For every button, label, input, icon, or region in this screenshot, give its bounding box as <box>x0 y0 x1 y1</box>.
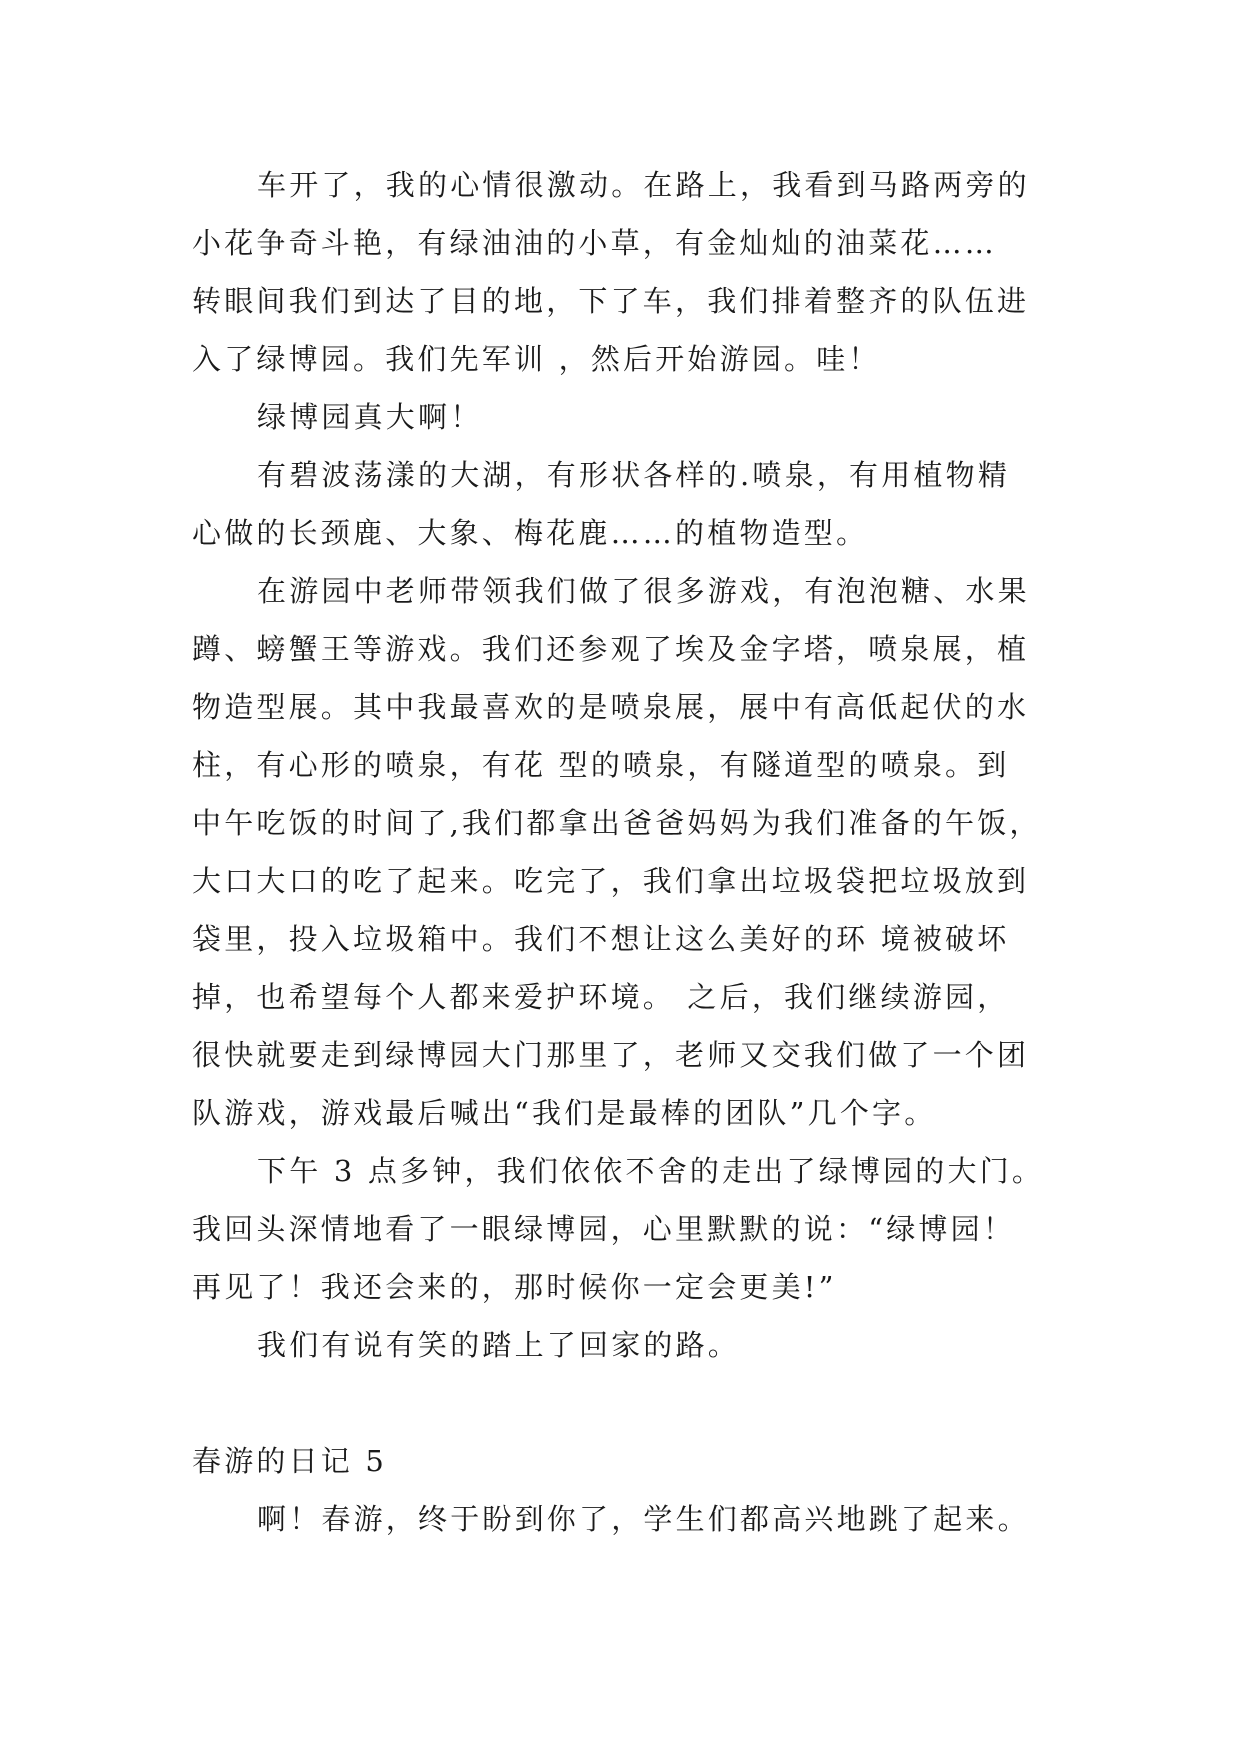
section-heading: 春游的日记 5 <box>192 1444 388 1478</box>
paragraph-line: 车开了，我的心情很激动。在路上，我看到马路两旁的 <box>257 168 1030 202</box>
paragraph-line: 蹲、螃蟹王等游戏。我们还参观了埃及金字塔，喷泉展，植 <box>192 632 1030 666</box>
paragraph-line: 入了绿博园。我们先军训 ，然后开始游园。哇！ <box>192 342 881 376</box>
paragraph-line: 很快就要走到绿博园大门那里了，老师又交我们做了一个团 <box>192 1038 1030 1072</box>
paragraph-line: 啊！春游，终于盼到你了，学生们都高兴地跳了起来。 <box>257 1502 1030 1536</box>
paragraph-line: 我回头深情地看了一眼绿博园，心里默默的说：“绿博园！ <box>192 1212 1016 1246</box>
paragraph-line: 我们有说有笑的踏上了回家的路。 <box>257 1328 741 1362</box>
paragraph-line: 中午吃饭的时间了,我们都拿出爸爸妈妈为我们准备的午饭， <box>192 806 1042 840</box>
paragraph-line: 物造型展。其中我最喜欢的是喷泉展，展中有高低起伏的水 <box>192 690 1030 724</box>
paragraph-line: 大口大口的吃了起来。吃完了，我们拿出垃圾袋把垃圾放到 <box>192 864 1030 898</box>
paragraph-line: 转眼间我们到达了目的地，下了车，我们排着整齐的队伍进 <box>192 284 1030 318</box>
paragraph-line: 绿博园真大啊！ <box>257 400 483 434</box>
paragraph-line: 下午 3 点多钟，我们依依不舍的走出了绿博园的大门。 <box>257 1154 1045 1188</box>
paragraph-line: 袋里，投入垃圾箱中。我们不想让这么美好的环 境被破坏 <box>192 922 1010 956</box>
paragraph-line: 在游园中老师带领我们做了很多游戏，有泡泡糖、水果 <box>257 574 1030 608</box>
paragraph-line: 队游戏，游戏最后喊出“我们是最棒的团队”几个字。 <box>192 1096 937 1130</box>
paragraph-line: 有碧波荡漾的大湖，有形状各样的.喷泉，有用植物精 <box>257 458 1011 492</box>
paragraph-line: 掉，也希望每个人都来爱护环境。 之后，我们继续游园， <box>192 980 1010 1014</box>
paragraph-line: 再见了！我还会来的，那时候你一定会更美!” <box>192 1270 837 1304</box>
paragraph-line: 柱，有心形的喷泉，有花 型的喷泉，有隧道型的喷泉。到 <box>192 748 1010 782</box>
paragraph-line: 小花争奇斗艳，有绿油油的小草，有金灿灿的油菜花…… <box>192 226 998 260</box>
paragraph-line: 心做的长颈鹿、大象、梅花鹿……的植物造型。 <box>192 516 869 550</box>
